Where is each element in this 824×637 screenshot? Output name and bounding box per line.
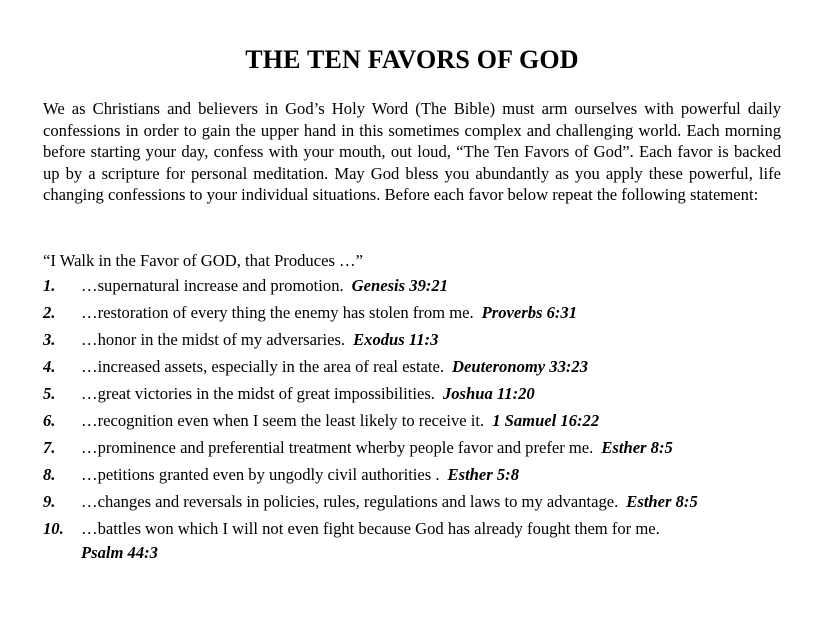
favors-list <box>43 275 781 566</box>
favor-number: 3. <box>43 330 56 349</box>
favor-text: …changes and reversals in policies, rules, regulations and laws to my advantage. <box>81 492 619 511</box>
favor-body <box>81 302 781 329</box>
scripture-reference: Deuteronomy 33:23 <box>452 357 589 376</box>
scripture-reference: Exodus 11:3 <box>353 330 439 349</box>
favor-body <box>81 329 781 356</box>
favor-number: 6. <box>43 411 56 430</box>
favor-item-5 <box>43 383 781 410</box>
favor-body <box>81 437 781 464</box>
favor-item-8 <box>43 464 781 491</box>
favor-text: …battles won which I will not even fight because God has already fought them for me. <box>81 519 660 538</box>
favor-number: 9. <box>43 492 56 511</box>
favor-text: …increased assets, especially in the area of real estate. <box>81 357 445 376</box>
scripture-reference: 1 Samuel 16:22 <box>492 411 600 430</box>
favor-text: …petitions granted even by ungodly civil authorities . <box>81 465 440 484</box>
lead-statement: “I Walk in the Favor of GOD, that Produces …” <box>43 251 364 270</box>
scripture-reference: Joshua 11:20 <box>442 384 535 403</box>
favor-body <box>81 356 781 383</box>
scripture-reference: Genesis 39:21 <box>351 276 448 295</box>
scripture-reference: Esther 8:5 <box>601 438 673 457</box>
favor-body <box>81 491 781 518</box>
favor-body <box>81 383 781 410</box>
favor-number: 5. <box>43 384 56 403</box>
favor-number: 4. <box>43 357 56 376</box>
scripture-reference: Esther 8:5 <box>626 492 698 511</box>
favor-body <box>81 275 781 302</box>
favor-number: 10. <box>43 519 64 538</box>
favor-item-6 <box>43 410 781 437</box>
favor-item-10 <box>43 518 781 566</box>
favor-text: …recognition even when I seem the least likely to receive it. <box>81 411 485 430</box>
favor-text: …prominence and preferential treatment wherby people favor and prefer me. <box>81 438 594 457</box>
scripture-reference: Proverbs 6:31 <box>481 303 578 322</box>
favor-item-4 <box>43 356 781 383</box>
favor-number: 8. <box>43 465 56 484</box>
favor-text: …supernatural increase and promotion. <box>81 276 344 295</box>
favor-item-3 <box>43 329 781 356</box>
favor-body <box>81 410 781 437</box>
scripture-reference: Psalm 44:3 <box>81 543 158 562</box>
document-title: THE TEN FAVORS OF GOD <box>245 45 579 74</box>
favor-item-9 <box>43 491 781 518</box>
favor-item-2 <box>43 302 781 329</box>
favor-body <box>81 518 781 566</box>
favor-number: 2. <box>43 303 56 322</box>
intro-paragraph: We as Christians and believers in God’s Holy Word (The Bible) must arm ourselves with powerful daily confessions in order to gain the upper hand in this sometimes complex and challenging world. Each morning before starting your day, confess with your mouth, out loud, “The Ten Favors of God”. Each favor is backed up by a scripture for personal meditation. May God bless you abundantly as you apply these powerful, life changing confessions to your individual situations. Before each favor below repeat the following statement: <box>43 99 781 205</box>
favor-item-7 <box>43 437 781 464</box>
scripture-reference: Esther 5:8 <box>447 465 520 484</box>
favor-number: 1. <box>43 276 56 295</box>
favor-text: …restoration of every thing the enemy has stolen from me. <box>81 303 474 322</box>
favor-body <box>81 464 781 491</box>
favor-number: 7. <box>43 438 56 457</box>
favor-item-1 <box>43 275 781 302</box>
favor-text: …honor in the midst of my adversaries. <box>81 330 346 349</box>
favor-text: …great victories in the midst of great impossibilities. <box>81 384 435 403</box>
